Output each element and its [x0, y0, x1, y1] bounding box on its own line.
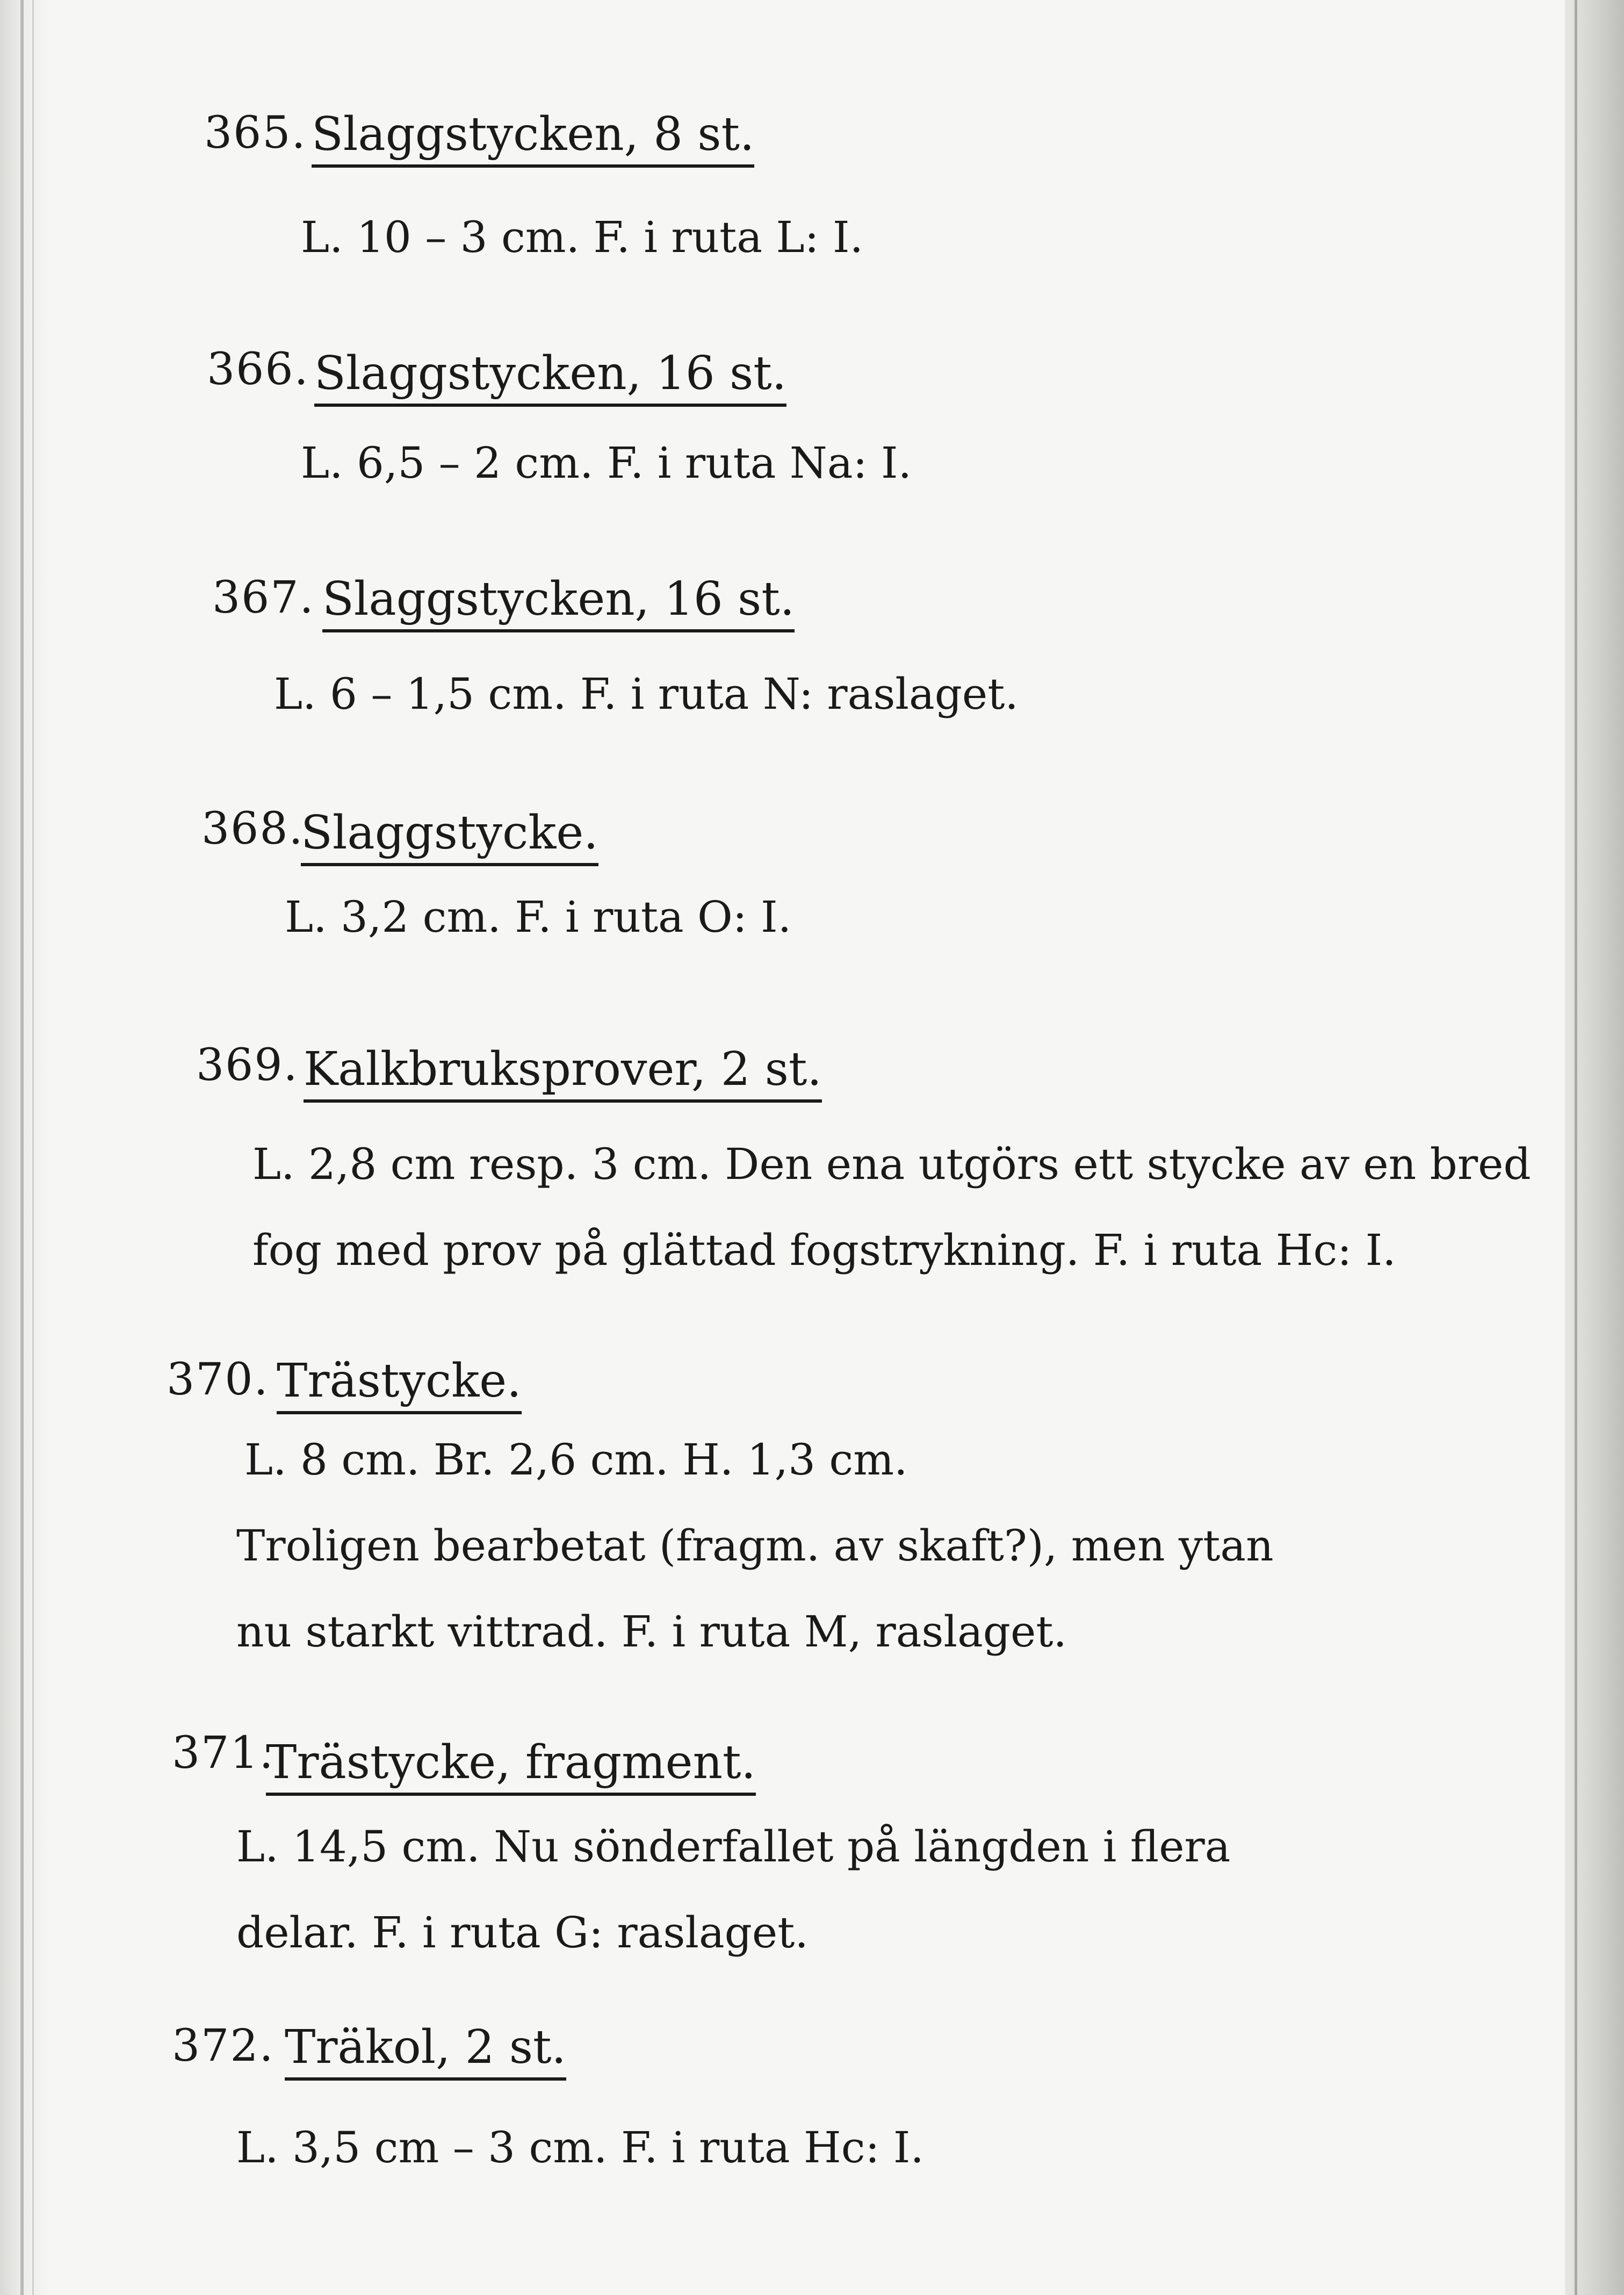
entry-number: 368.	[201, 803, 304, 854]
entry-line: L. 14,5 cm. Nu sönderfallet på längden i flera	[236, 1822, 1231, 1872]
entry-title: Trästycke, fragment.	[266, 1736, 756, 1796]
entry-line: L. 6 – 1,5 cm. F. i ruta N: raslaget.	[274, 669, 1019, 719]
binding-line	[20, 0, 24, 2295]
entry-line: delar. F. i ruta G: raslaget.	[236, 1908, 809, 1958]
entry-title: Trästycke.	[277, 1354, 522, 1414]
entry-title: Slaggstycken, 8 st.	[312, 107, 754, 168]
entry-title: Slaggstycken, 16 st.	[322, 572, 795, 632]
entry-number: 372.	[172, 2020, 275, 2071]
entry-title: Träkol, 2 st.	[285, 2020, 566, 2081]
entry-number: 366.	[207, 344, 309, 395]
binding-line	[32, 0, 34, 2295]
entry-line: nu starkt vittrad. F. i ruta M, raslaget.	[236, 1607, 1067, 1657]
entry-line: L. 2,8 cm resp. 3 cm. Den ena utgörs ett stycke av en bred	[252, 1139, 1531, 1189]
entry-number: 370.	[167, 1354, 269, 1405]
entry-line: Troligen bearbetat (fragm. av skaft?), men ytan	[236, 1521, 1274, 1571]
entry-line: L. 6,5 – 2 cm. F. i ruta Na: I.	[301, 438, 912, 488]
entry-title: Kalkbruksprover, 2 st.	[304, 1042, 822, 1103]
page-right-edge	[1565, 0, 1624, 2295]
entry-line: L. 8 cm. Br. 2,6 cm. H. 1,3 cm.	[244, 1435, 908, 1485]
entry-number: 367.	[212, 572, 315, 623]
entry-line: fog med prov på glättad fogstrykning. F. i ruta Hc: I.	[252, 1225, 1396, 1275]
entry-number: 365.	[204, 107, 307, 159]
entry-number: 371.	[172, 1728, 275, 1779]
entry-line: L. 3,5 cm – 3 cm. F. i ruta Hc: I.	[236, 2123, 924, 2172]
page-binding-edge	[0, 0, 51, 2295]
entry-line: L. 10 – 3 cm. F. i ruta L: I.	[301, 212, 863, 262]
entry-title: Slaggstycken, 16 st.	[314, 347, 786, 407]
entry-title: Slaggstycke.	[301, 806, 598, 866]
entry-line: L. 3,2 cm. F. i ruta O: I.	[285, 892, 792, 942]
entry-number: 369.	[196, 1040, 299, 1091]
page-edge-line	[1575, 0, 1577, 2295]
